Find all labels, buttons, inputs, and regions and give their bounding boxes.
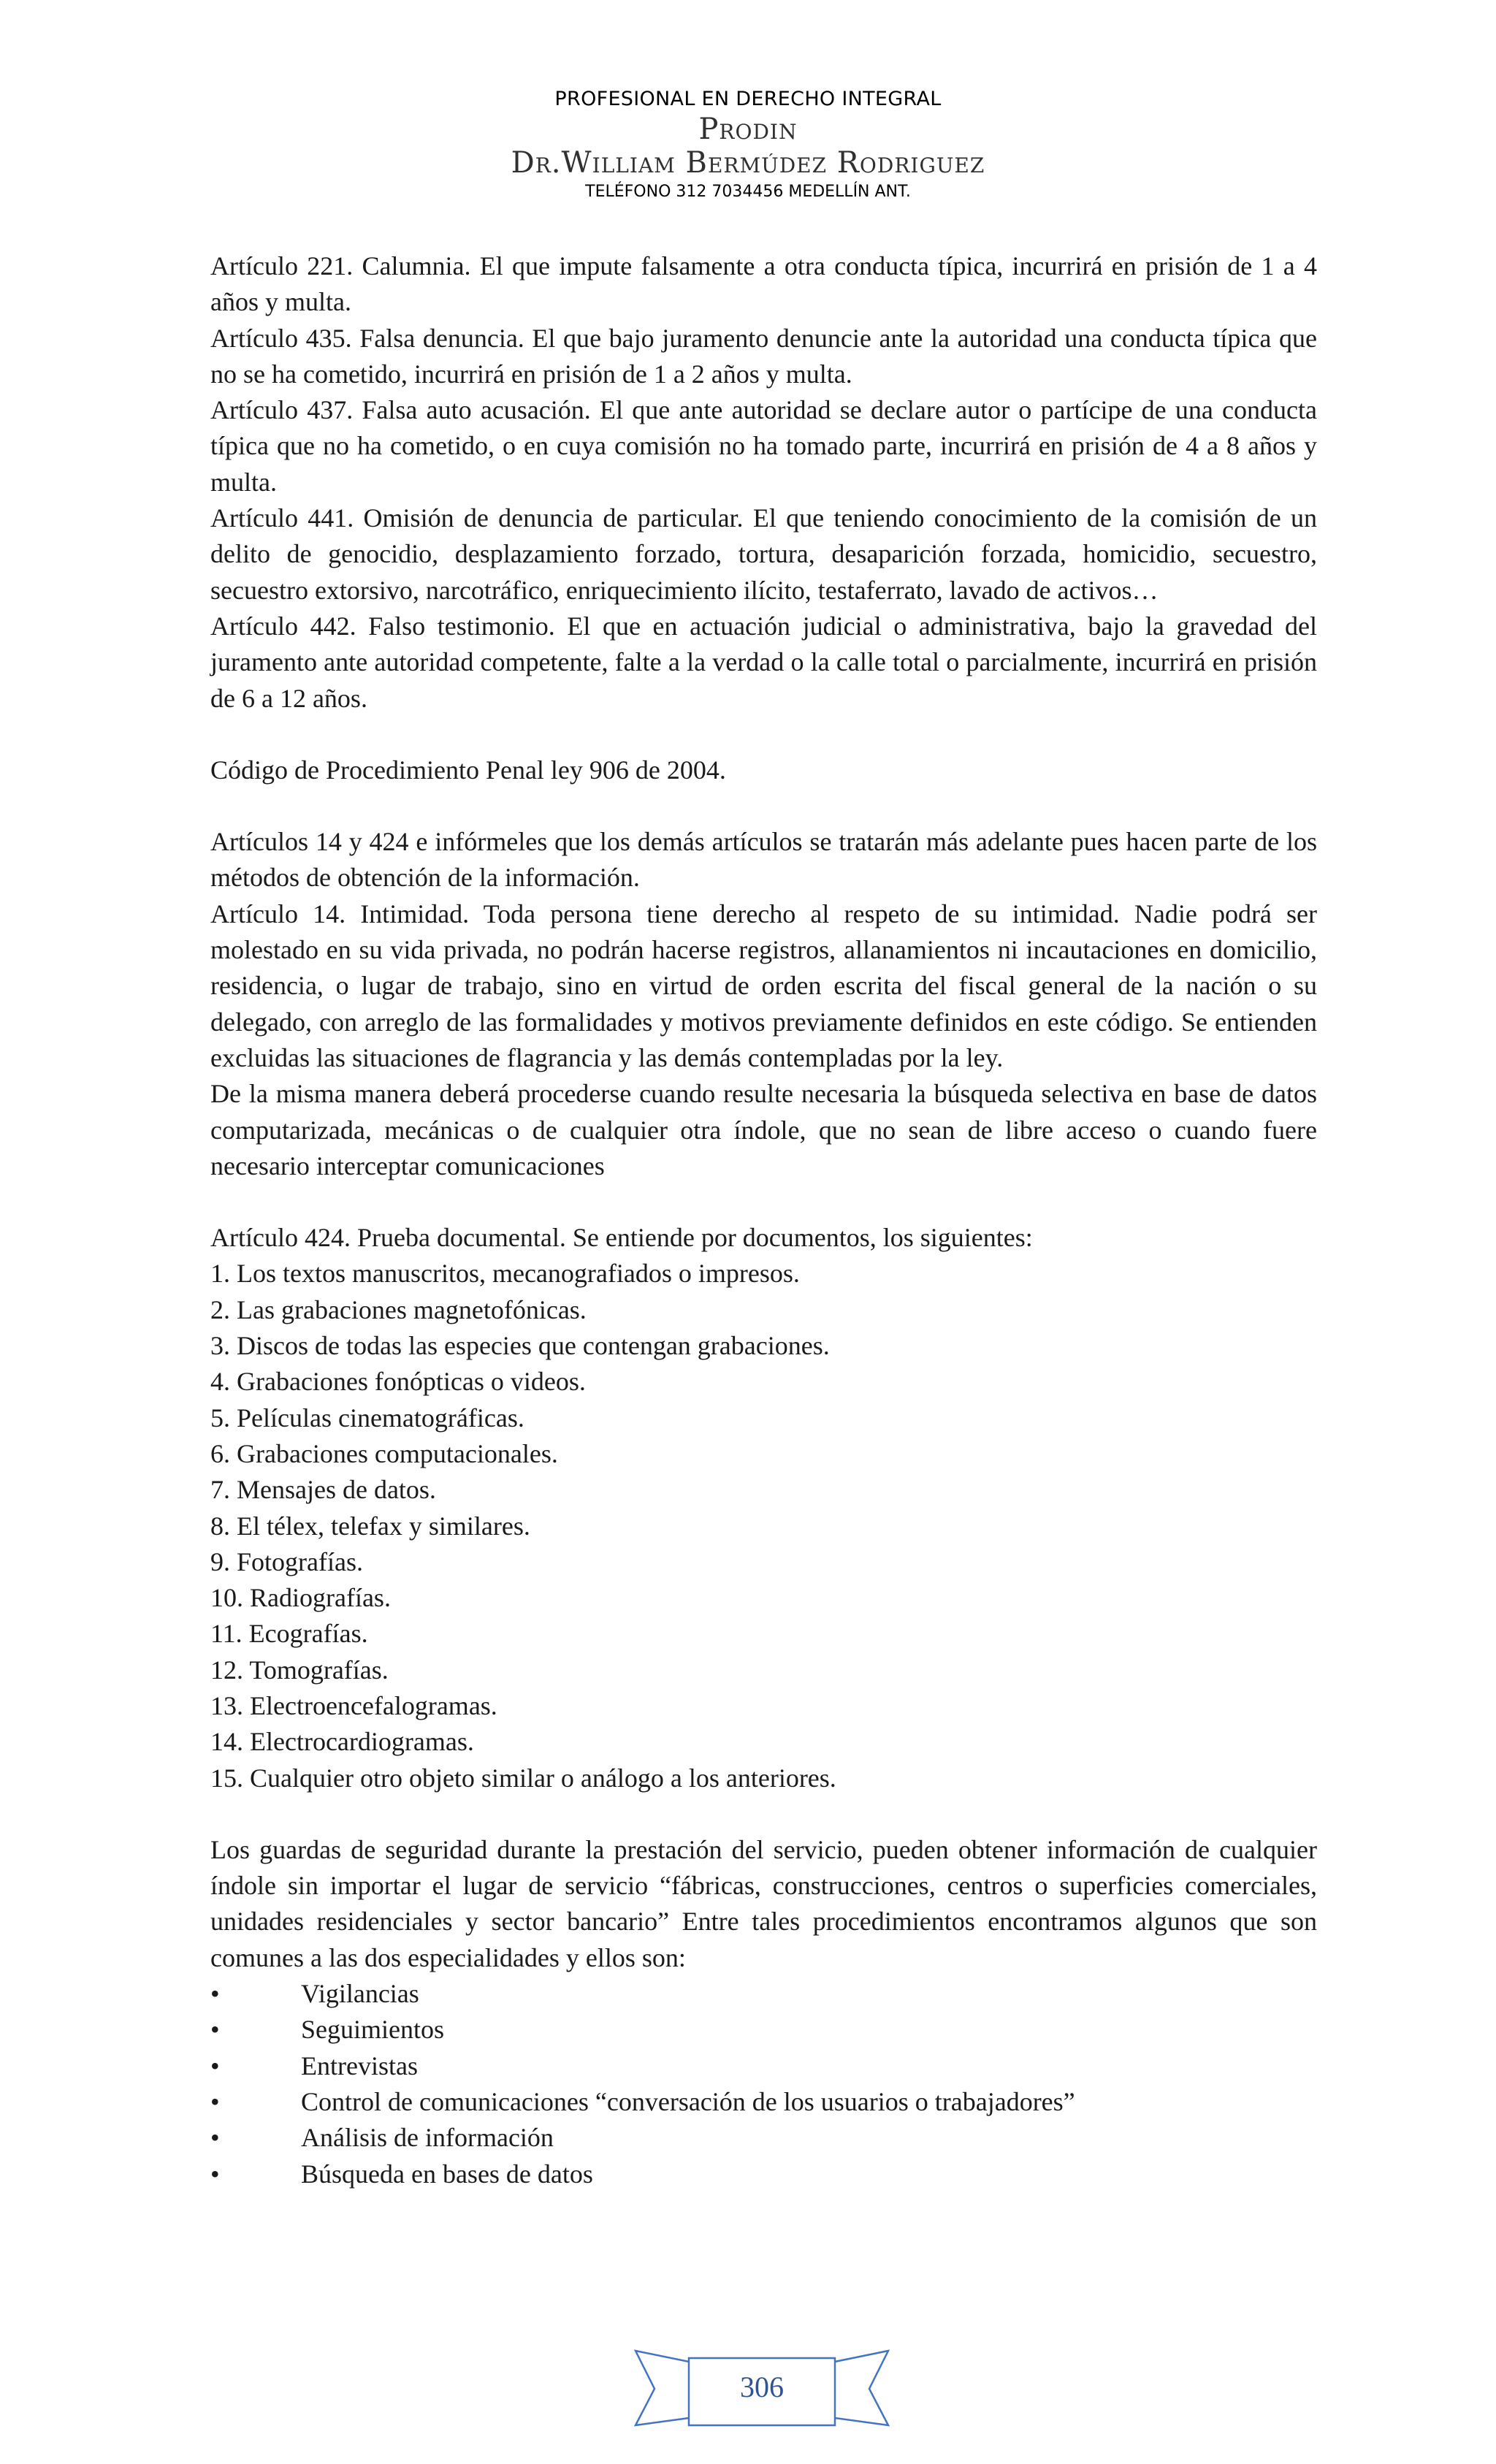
- article-435: Artículo 435. Falsa denuncia. El que bajo juramento denuncie ante la autoridad una conducta típica que no se ha cometido, incurrirá en prisión de 1 a 2 años y multa.: [210, 323, 1317, 389]
- header-line-profession: PROFESIONAL EN DERECHO INTEGRAL: [554, 88, 942, 110]
- security-guards-paragraph: Los guardas de seguridad durante la prestación del servicio, pueden obtener información de cualquier índole sin importar el lugar de servicio “fábricas, construcciones, centros o superficies comerciales, unidades residenciales y sector bancario” Entre tales procedimientos encontramos algunos que son comunes a las dos especialidades y ellos son:: [210, 1834, 1317, 1972]
- spacer: [210, 788, 1317, 824]
- list-item: 10. Radiografías.: [210, 1583, 391, 1613]
- list-item: 2. Las grabaciones magnetofónicas.: [210, 1294, 587, 1324]
- article-441: Artículo 441. Omisión de denuncia de particular. El que teniendo conocimiento de la comisión de un delito de genocidio, desplazamiento forzado, tortura, desaparición forzada, homicidio, secuestro, secuestro extorsivo, narcotráfico, enriquecimiento ilícito, testaferrato, lavado de activos…: [210, 503, 1317, 605]
- page-footer: [634, 2345, 890, 2433]
- list-item: 15. Cualquier otro objeto similar o análogo a los anteriores.: [210, 1763, 836, 1793]
- bullet-text: Búsqueda en bases de datos: [301, 2159, 593, 2189]
- list-item: 6. Grabaciones computacionales.: [210, 1438, 558, 1468]
- bullet-icon: •: [210, 1979, 220, 2009]
- list-item: 7. Mensajes de datos.: [210, 1475, 436, 1505]
- procedures-list: [210, 1976, 1317, 2192]
- bullet-text: Vigilancias: [301, 1979, 419, 2009]
- list-item: 11. Ecografías.: [210, 1619, 368, 1649]
- page-header: [0, 86, 1496, 205]
- article-424: Artículo 424. Prueba documental. Se entiende por documentos, los siguientes:: [210, 1223, 1033, 1253]
- bullet-item: [210, 2156, 1317, 2192]
- list-item: 1. Los textos manuscritos, mecanografiados o impresos.: [210, 1259, 800, 1289]
- list-item: 3. Discos de todas las especies que contengan grabaciones.: [210, 1331, 830, 1361]
- article-14: Artículo 14. Intimidad. Toda persona tiene derecho al respeto de su intimidad. Nadie podrá ser molestado en su vida privada, no podrán hacerse registros, allanamientos ni incautaciones en domicilio, residencia, o lugar de trabajo, sino en virtud de orden escrita del fiscal general de la nación o su delegado, con arreglo de las formalidades y motivos previamente definidos en este código. Se entienden excluidas las situaciones de flagrancia y las demás contempladas por la ley.: [210, 899, 1317, 1072]
- articles-intro: Artículos 14 y 424 e infórmeles que los demás artículos se tratarán más adelante pues hacen parte de los métodos de obtención de la información.: [210, 827, 1317, 893]
- bullet-text: Análisis de información: [301, 2123, 554, 2153]
- bullet-icon: •: [210, 2015, 220, 2045]
- bullet-icon: •: [210, 2086, 220, 2116]
- list-item: 14. Electrocardiogramas.: [210, 1727, 474, 1757]
- bullet-text: Entrevistas: [301, 2051, 418, 2080]
- article-221: Artículo 221. Calumnia. El que impute falsamente a otra conducta típica, incurrirá en prisión de 1 a 4 años y multa.: [210, 251, 1317, 317]
- list-item: 12. Tomografías.: [210, 1655, 389, 1685]
- spacer: [210, 717, 1317, 752]
- header-line-author: Dr.William Bermúdez Rodriguez: [511, 146, 985, 180]
- list-item: 4. Grabaciones fonópticas o videos.: [210, 1367, 586, 1397]
- list-item: 9. Fotografías.: [210, 1546, 363, 1576]
- article-442: Artículo 442. Falso testimonio. El que en actuación judicial o administrativa, bajo la gravedad del juramento ante autoridad competente, falte a la verdad o la calle total o parcialmente, incurrirá en prisión de 6 a 12 años.: [210, 611, 1317, 713]
- bullet-item: [210, 2012, 1317, 2048]
- bullet-item: [210, 2120, 1317, 2156]
- bullet-text: Control de comunicaciones “conversación de los usuarios o trabajadores”: [301, 2086, 1075, 2116]
- page-number: 306: [740, 2370, 784, 2403]
- article-437: Artículo 437. Falsa auto acusación. El que ante autoridad se declare autor o partícipe de una conducta típica que no ha cometido, o en cuya comisión no ha tomado parte, incurrirá en prisión de 4 a 8 años y multa.: [210, 395, 1317, 497]
- document-types-list: [210, 1256, 1317, 1796]
- spacer: [210, 1796, 1317, 1832]
- bullet-item: [210, 1976, 1317, 2012]
- bullet-text: Seguimientos: [301, 2015, 444, 2045]
- header-line-brand: Prodin: [698, 112, 798, 146]
- bullet-item: [210, 2048, 1317, 2084]
- list-item: 13. Electroencefalogramas.: [210, 1690, 497, 1720]
- header-line-phone: TELÉFONO 312 7034456 MEDELLÍN ANT.: [585, 183, 911, 201]
- bullet-icon: •: [210, 2123, 220, 2153]
- code-reference: Código de Procedimiento Penal ley 906 de 2004.: [210, 755, 726, 785]
- bullet-icon: •: [210, 2159, 220, 2189]
- list-item: 5. Películas cinematográficas.: [210, 1403, 524, 1433]
- spacer: [210, 1184, 1317, 1220]
- list-item: 8. El télex, telefax y similares.: [210, 1511, 530, 1541]
- bullet-icon: •: [210, 2051, 220, 2080]
- bullet-item: [210, 2084, 1317, 2120]
- document-body: [210, 248, 1317, 2192]
- article-14-continuation: De la misma manera deberá procederse cuando resulte necesaria la búsqueda selectiva en base de datos computarizada, mecánicas o de cualquier otra índole, que no sean de libre acceso o cuando fuere necesario interceptar comunicaciones: [210, 1079, 1317, 1180]
